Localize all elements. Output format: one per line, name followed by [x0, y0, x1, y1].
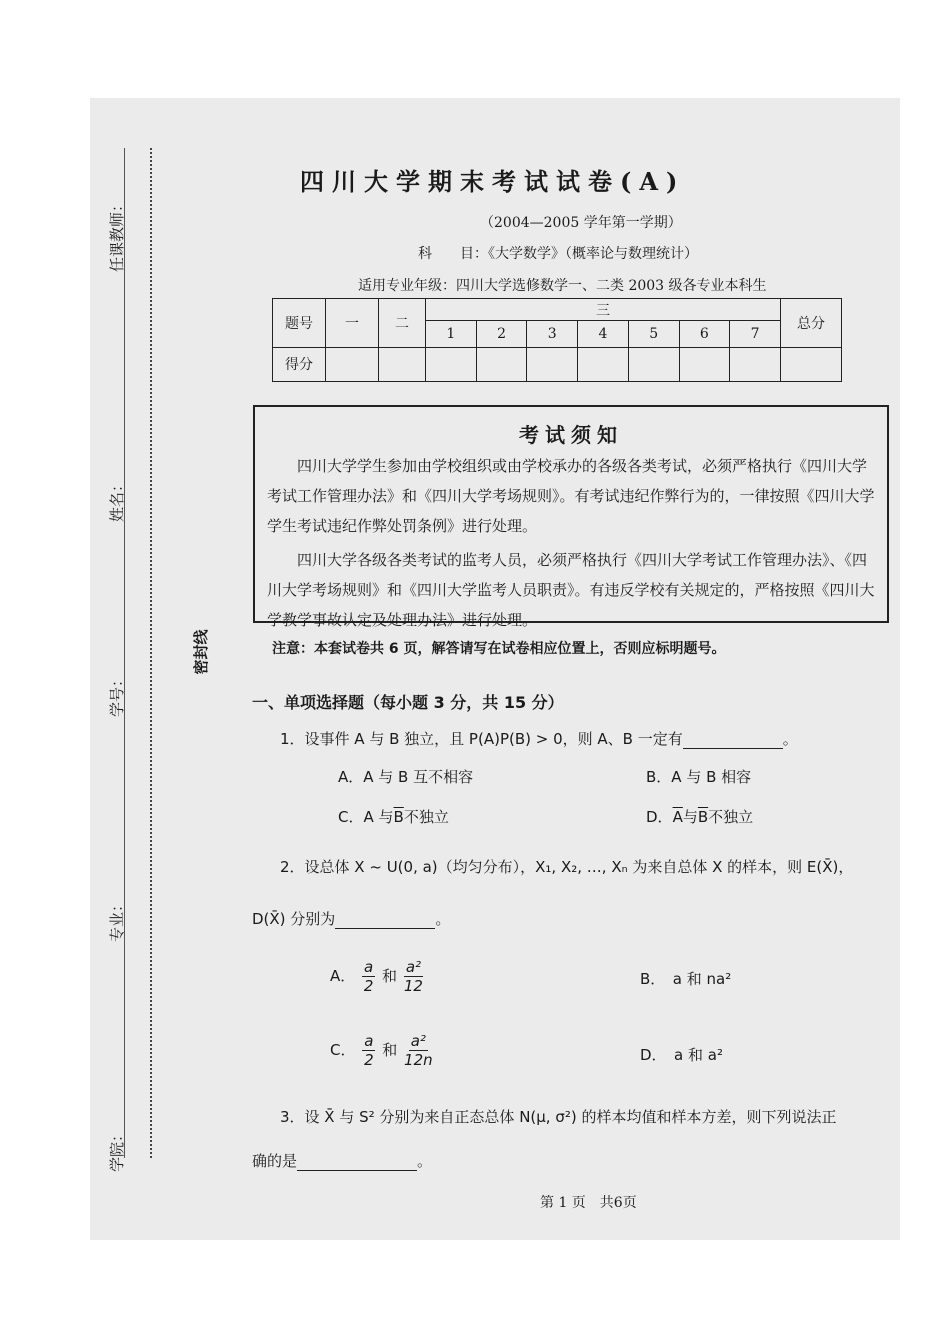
question-number-label: 题号 [273, 299, 326, 348]
score-cell[interactable] [426, 347, 477, 381]
fraction: $\frac{a}{2}$ [363, 958, 374, 995]
answer-blank[interactable] [297, 1152, 417, 1171]
answer-blank[interactable] [335, 910, 435, 929]
option-a: A．A 与 B 互不相容 [338, 768, 474, 786]
score-cell[interactable] [730, 347, 781, 381]
score-cell[interactable] [628, 347, 679, 381]
q2-option-c: C． $\frac{a}{2}$ 和 $\frac{\text{a²}}{12n}$ [330, 1032, 433, 1069]
option-b: B．A 与 B 相容 [646, 768, 752, 786]
page-footer: 第 1 页 共6页 [540, 1195, 637, 1211]
sub-col: 2 [476, 321, 527, 347]
q2-option-d: D． a 和 a² [640, 1046, 723, 1064]
col-three: 三 [426, 299, 781, 321]
option-c: C．A 与$\overline{B}$不独立 [338, 808, 449, 826]
score-cell[interactable] [527, 347, 578, 381]
seal-dotted-line [150, 148, 152, 1158]
q2-option-b: B． a 和 na² [640, 970, 732, 988]
fraction: $\frac{a}{2}$ [364, 1032, 374, 1069]
exam-subject: 科 目：《大学数学》（概率论与数理统计） [418, 246, 698, 262]
sub-col: 3 [527, 321, 578, 347]
score-table [272, 298, 842, 382]
col-two: 二 [379, 299, 426, 348]
notice-paragraph: 四川大学各级各类考试的监考人员，必须严格执行《四川大学考试工作管理办法》、《四川大学考场规则》和《四川大学监考人员职责》。有违反学校有关规定的，严格按照《四川大学教学事故认定及处理办法》进行处理。 [267, 551, 875, 629]
score-cell[interactable] [679, 347, 730, 381]
option-d: D．$\overline{A}$与$\overline{B}$不独立 [646, 808, 754, 826]
notice-paragraph: 四川大学学生参加由学校组织或由学校承办的各级各类考试，必须严格执行《四川大学考试工作管理办法》和《四川大学考场规则》。有考试违纪作弊行为的，一律按照《四川大学学生考试违纪作弊处罚条例》进行处理。 [267, 457, 875, 535]
college-field: 学院： [107, 1126, 126, 1172]
section-heading: 一、单项选择题（每小题 3 分，共 15 分） [252, 693, 564, 712]
notice-title: 考试须知 [519, 423, 623, 447]
score-label: 得分 [273, 347, 326, 381]
q2-option-a: A． $\frac{a}{2}$ 和 $\frac{\text{a²}}{12}$ [330, 958, 423, 995]
exam-major: 适用专业年级：四川大学选修数学一、二类 2003 级各专业本科生 [358, 278, 767, 294]
score-cell[interactable] [476, 347, 527, 381]
total-cell[interactable] [781, 347, 842, 381]
question-1: 1．设事件 A 与 B 独立，且 P(A)P(B) > 0，则 A、B 一定有 。 [280, 730, 798, 748]
answer-blank[interactable] [683, 730, 783, 749]
exam-title: 四川大学期末考试试卷(A) [300, 167, 686, 196]
binding-line [124, 148, 125, 1158]
seal-label: 密封线 [192, 629, 210, 675]
question-3-line2: 确的是 。 [252, 1152, 433, 1170]
total-label: 总分 [781, 299, 842, 348]
exam-term: （2004—2005 学年第一学期） [480, 215, 682, 231]
question-2-line2: D(X̄) 分别为 。 [252, 910, 451, 928]
sub-col: 6 [679, 321, 730, 347]
student-id-field: 学号： [107, 671, 126, 717]
score-cell[interactable] [578, 347, 629, 381]
teacher-field: 任课教师： [107, 196, 126, 272]
fraction: $\frac{\text{a²}}{12}$ [403, 958, 423, 995]
sub-col: 7 [730, 321, 781, 347]
col-one: 一 [326, 299, 379, 348]
question-2: 2．设总体 X ~ U(0, a)（均匀分布），X₁, X₂, …, Xₙ 为来自总体 X 的样本，则 E(X̄)， [280, 858, 854, 876]
exam-notice [253, 405, 889, 629]
sub-col: 5 [628, 321, 679, 347]
sub-col: 1 [426, 321, 477, 347]
score-cell[interactable] [379, 347, 426, 381]
fraction: $\frac{\text{a²}}{12n}$ [404, 1032, 433, 1069]
exam-note: 注意：本套试卷共 6 页，解答请写在试卷相应位置上，否则应标明题号。 [272, 641, 726, 657]
sub-col: 4 [578, 321, 629, 347]
score-cell[interactable] [326, 347, 379, 381]
name-field: 姓名： [107, 476, 126, 522]
question-3: 3．设 X̄ 与 S² 分别为来自正态总体 N(μ, σ²) 的样本均值和样本方差，则下列说法正 [280, 1108, 837, 1126]
major-field: 专业： [107, 896, 126, 942]
